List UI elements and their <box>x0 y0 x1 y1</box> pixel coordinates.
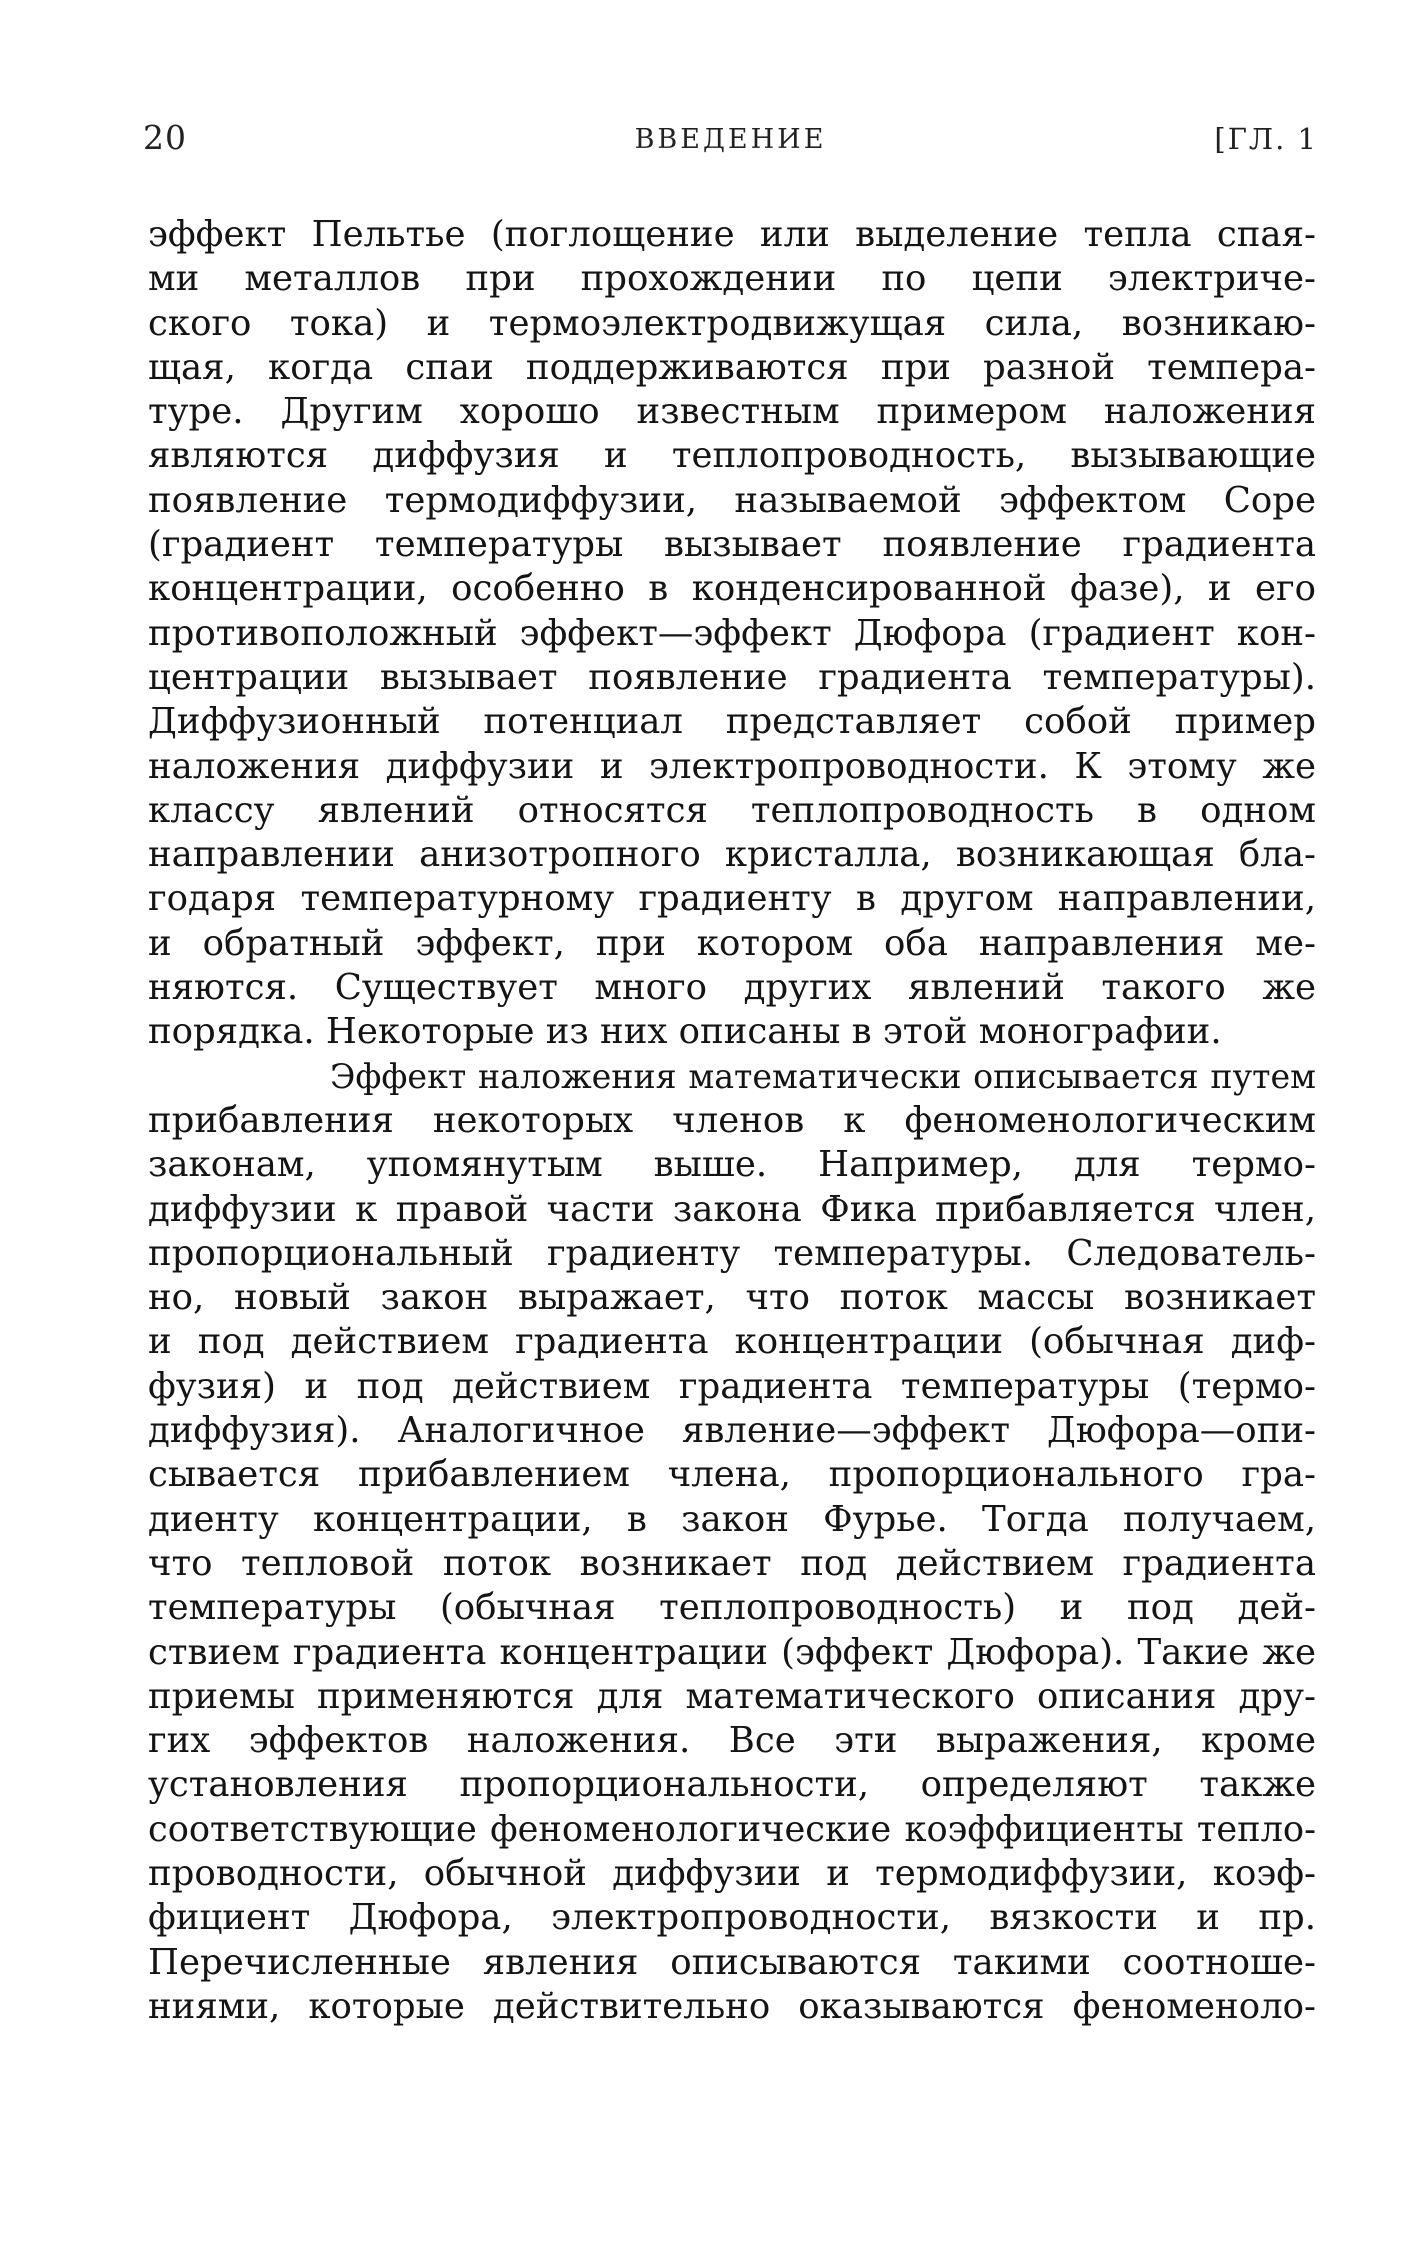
paragraph-1 <box>148 213 1316 1055</box>
page-number: 20 <box>143 118 187 157</box>
text-line: являются диффузия и теплопроводность, вызывающие <box>148 435 1316 477</box>
text-line: классу явлений относятся теплопроводность в одном <box>148 789 1316 831</box>
text-line: установления пропорциональности, определяют также <box>148 1764 1316 1806</box>
text-line: направлении анизотропного кристалла, возникающая бла- <box>148 834 1316 876</box>
text-line: наложения диффузии и электропроводности. К этому же <box>148 745 1316 787</box>
text-line: температуры (обычная теплопроводность) и под дей- <box>148 1587 1316 1629</box>
text-line: центрации вызывает появление градиента температуры). <box>148 656 1316 698</box>
text-line: порядка. Некоторые из них описаны в этой монографии. <box>148 1011 1222 1053</box>
text-line: сывается прибавлением члена, пропорционального гра- <box>148 1454 1316 1496</box>
text-line: гих эффектов наложения. Все эти выражения, кроме <box>148 1720 1316 1762</box>
body-text <box>148 213 1316 2029</box>
text-line: годаря температурному градиенту в другом направлении, <box>148 878 1316 920</box>
text-line: ми металлов при прохождении по цепи электриче- <box>148 258 1316 300</box>
text-line: соответствующие феноменологические коэффициенты тепло- <box>148 1808 1316 1850</box>
text-line: туре. Другим хорошо известным примером наложения <box>148 391 1316 433</box>
text-line: ского тока) и термоэлектродвижущая сила, возникаю- <box>148 302 1316 344</box>
text-line: что тепловой поток возникает под действием градиента <box>148 1542 1316 1584</box>
text-line: проводности, обычной диффузии и термодиффузии, коэф- <box>148 1852 1316 1894</box>
text-line: приемы применяются для математического описания дру- <box>148 1675 1316 1717</box>
text-line: Эффект наложения математически описывается путем <box>330 1056 1316 1096</box>
text-line: Диффузионный потенциал представляет собой пример <box>148 701 1316 743</box>
text-line: ствием градиента концентрации (эффект Дюфора). Такие же <box>148 1631 1316 1673</box>
paragraph-2 <box>148 1055 1316 2030</box>
text-line: но, новый закон выражает, что поток массы возникает <box>148 1277 1316 1319</box>
text-line: прибавления некоторых членов к феноменологическим <box>148 1099 1316 1141</box>
text-line: фузия) и под действием градиента температуры (термо- <box>148 1365 1316 1407</box>
text-line: противоположный эффект—эффект Дюфора (градиент кон- <box>148 612 1316 654</box>
text-line: и обратный эффект, при котором оба направления ме- <box>148 922 1316 964</box>
text-line: щая, когда спаи поддерживаются при разной темпера- <box>148 346 1316 388</box>
running-head <box>143 118 1318 178</box>
text-line: пропорциональный градиенту температуры. Следователь- <box>148 1232 1316 1274</box>
text-line: няются. Существует много других явлений такого же <box>148 967 1316 1009</box>
text-line: ниями, которые действительно оказываются феноменоло- <box>148 1985 1316 2027</box>
text-line: концентрации, особенно в конденсированной фазе), и его <box>148 568 1316 610</box>
text-line: (градиент температуры вызывает появление градиента <box>148 524 1316 566</box>
chapter-reference: [ГЛ. 1 <box>1214 122 1318 156</box>
section-title: ВВЕДЕНИЕ <box>634 124 827 155</box>
text-line: законам, упомянутым выше. Например, для термо- <box>148 1144 1316 1186</box>
text-line: диенту концентрации, в закон Фурье. Тогда получаем, <box>148 1498 1316 1540</box>
text-line: эффект Пельтье (поглощение или выделение тепла спая- <box>148 214 1316 255</box>
text-line: появление термодиффузии, называемой эффектом Соре <box>148 479 1316 521</box>
text-line: фициент Дюфора, электропроводности, вязкости и пр. <box>148 1897 1316 1939</box>
text-line: диффузии к правой части закона Фика прибавляется член, <box>148 1188 1316 1230</box>
text-line: и под действием градиента концентрации (обычная диф- <box>148 1321 1316 1363</box>
text-line: диффузия). Аналогичное явление—эффект Дюфора—опи- <box>148 1410 1316 1452</box>
text-line: Перечисленные явления описываются такими соотноше- <box>148 1941 1316 1983</box>
